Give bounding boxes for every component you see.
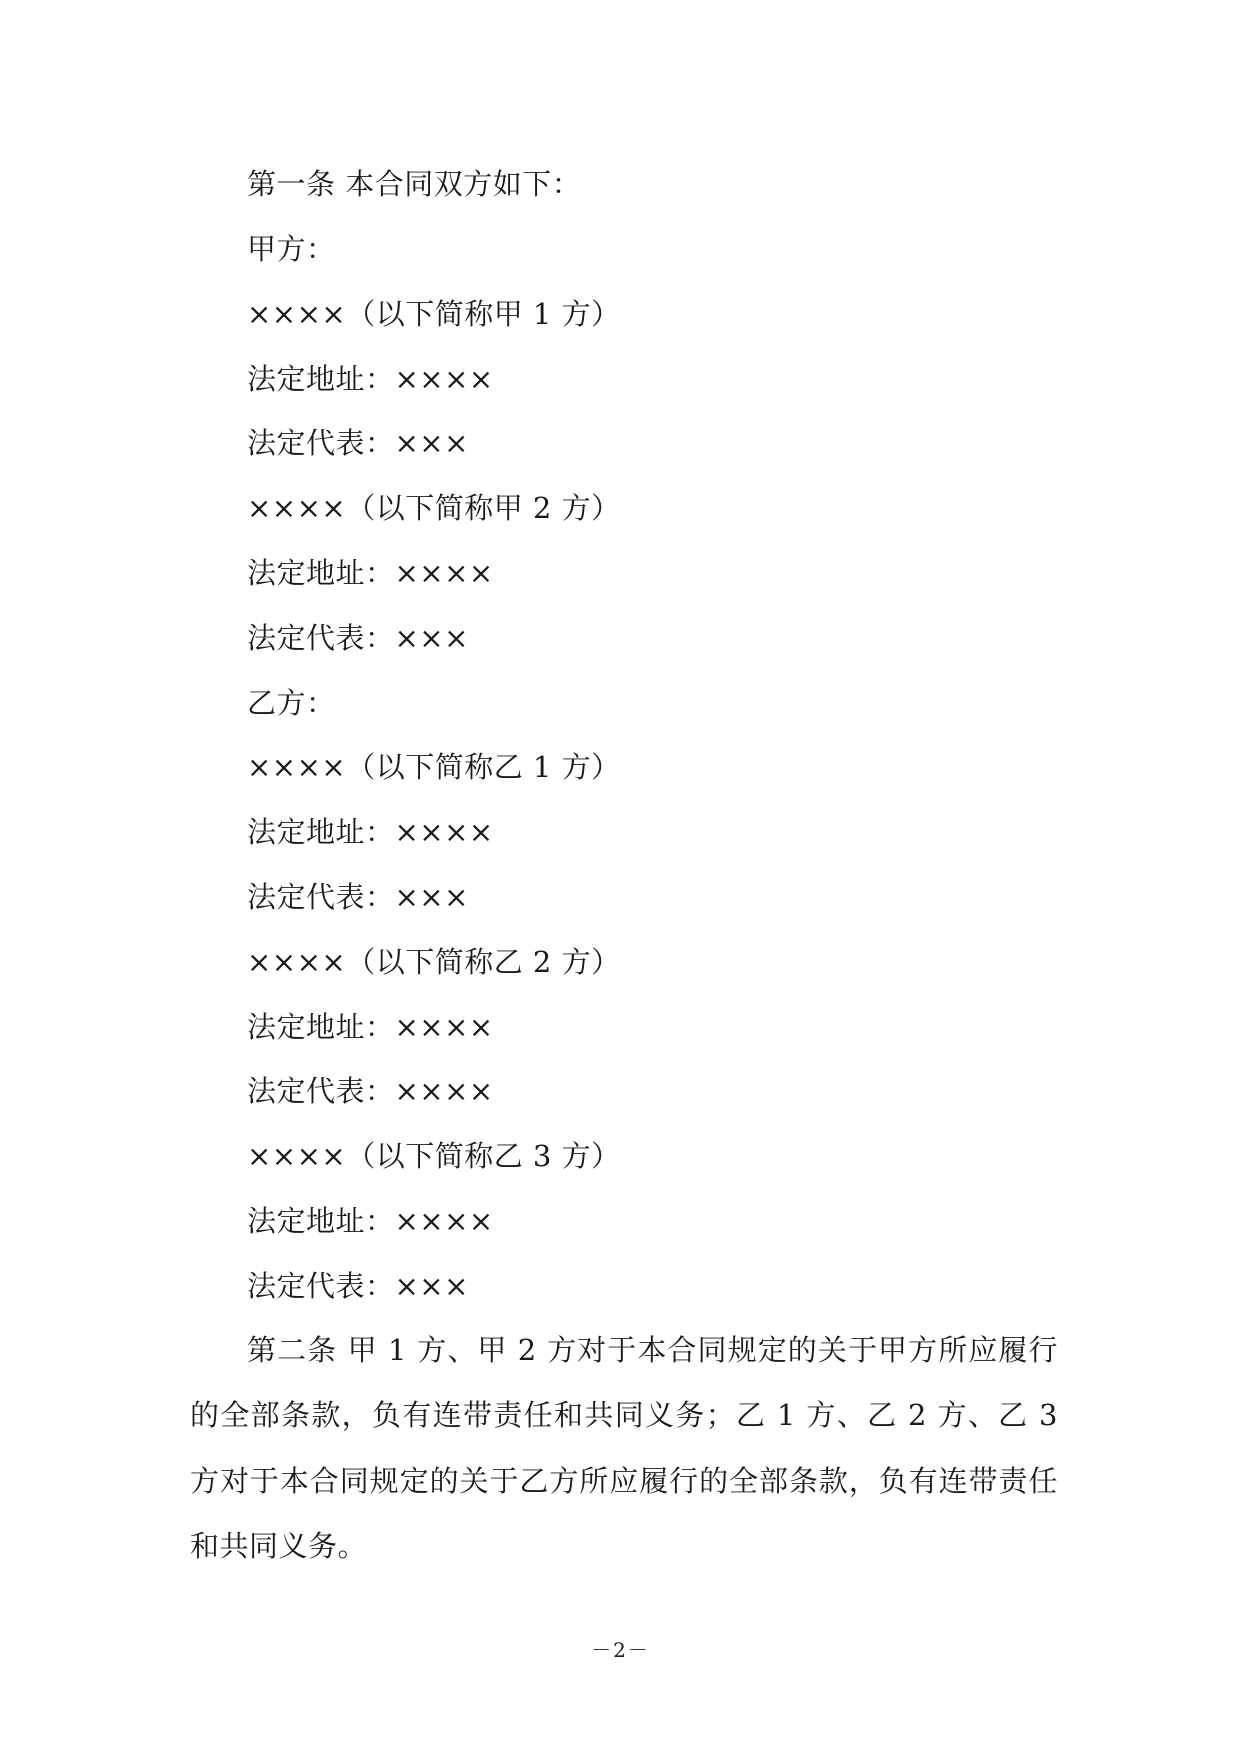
party-b2-address: 法定地址：×××× <box>247 1010 494 1044</box>
party-a1-name: ××××（以下简称甲 1 方） <box>247 297 621 331</box>
party-b-label: 乙方： <box>247 686 336 720</box>
article-1-heading: 第一条 本合同双方如下： <box>247 167 582 201</box>
party-b3-address: 法定地址：×××× <box>247 1204 494 1238</box>
party-a1-address: 法定地址：×××× <box>247 362 494 396</box>
party-b1-address: 法定地址：×××× <box>247 815 494 849</box>
party-a2-representative: 法定代表：××× <box>247 621 469 655</box>
party-b2-name: ××××（以下简称乙 2 方） <box>247 945 621 979</box>
party-a1-representative: 法定代表：××× <box>247 426 469 460</box>
party-a2-name: ××××（以下简称甲 2 方） <box>247 491 621 525</box>
article-2-paragraph: 第二条 甲 1 方、甲 2 方对于本合同规定的关于甲方所应履行的全部条款，负有连带责任和共同义务；乙 1 方、乙 2 方、乙 3 方对于本合同规定的关于乙方所应履行的全部条款，负有连带责任和共同义务。 <box>190 1333 1058 1564</box>
party-b3-representative: 法定代表：××× <box>247 1269 469 1303</box>
party-b2-representative: 法定代表：×××× <box>247 1074 494 1108</box>
party-a-label: 甲方： <box>247 232 336 266</box>
party-b1-name: ××××（以下简称乙 1 方） <box>247 750 621 784</box>
party-b1-representative: 法定代表：××× <box>247 880 469 914</box>
party-a2-address: 法定地址：×××× <box>247 556 494 590</box>
page-number: －2－ <box>591 1638 650 1662</box>
party-b3-name: ××××（以下简称乙 3 方） <box>247 1139 621 1173</box>
